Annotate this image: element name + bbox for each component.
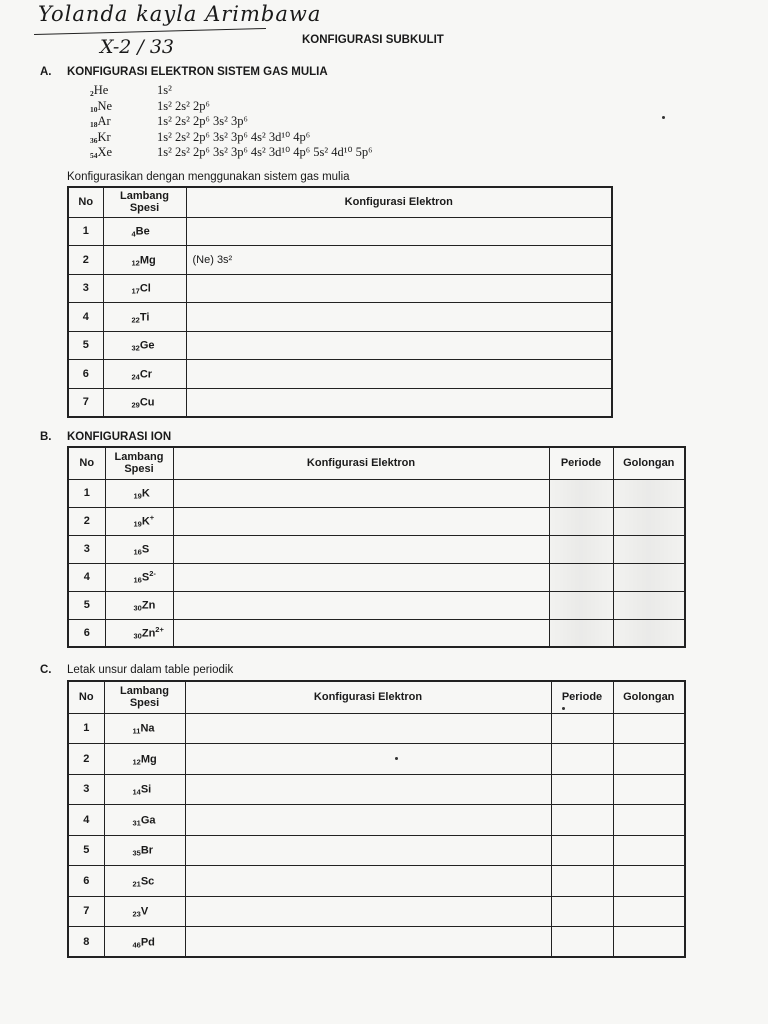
species-cell [105,619,173,647]
config-answer-cell[interactable] [185,896,551,927]
row-number: 1 [68,217,103,246]
atomic-number: 36 [90,135,98,145]
species-cell [104,774,185,805]
element-symbol: S [141,571,150,584]
element-symbol: Na [140,723,155,736]
config-answer-cell[interactable] [173,619,549,647]
config-answer-cell[interactable]: (Ne) 3s² [186,246,612,275]
element-symbol: V [140,906,149,919]
row-number: 2 [68,507,105,535]
period-answer-cell[interactable] [549,535,613,563]
group-answer-cell[interactable] [613,774,685,805]
period-answer-cell[interactable] [549,507,613,535]
row-number: 5 [68,331,103,360]
table-row [68,360,612,389]
scan-speck [562,707,565,710]
ion-charge: 2+ [155,624,164,634]
atomic-number: 11 [132,727,141,737]
element-symbol: Ga [140,814,156,827]
row-number: 5 [68,591,105,619]
section-a-heading [40,66,328,78]
gas-symbol [90,145,157,164]
row-number: 6 [68,866,104,897]
header-species: Lambang Spesi [103,187,186,217]
row-number: 6 [68,360,103,389]
table-row [68,507,685,535]
element-symbol: Cl [139,283,151,296]
config-answer-cell[interactable] [185,713,551,744]
config-answer-cell[interactable] [186,303,612,332]
table-row [68,619,685,647]
species-cell [105,479,173,507]
table-periodic-position [67,680,686,958]
table-row [68,866,685,897]
header-period: Periode [549,447,613,479]
section-title: KONFIGURASI ION [67,431,172,443]
species-cell [103,303,186,332]
species-cell [103,331,186,360]
config-answer-cell[interactable] [185,744,551,775]
species-cell [104,713,185,744]
species-cell [104,896,185,927]
noble-gas-row [90,99,373,115]
species-cell [104,866,185,897]
page-title: KONFIGURASI SUBKULIT [302,34,444,46]
period-answer-cell[interactable] [551,835,613,866]
noble-gas-row [90,114,373,130]
header-no: No [68,447,105,479]
header-config: Konfigurasi Elektron [186,187,612,217]
group-answer-cell[interactable] [613,591,685,619]
period-answer-cell[interactable] [549,591,613,619]
element-symbol: Ti [139,311,150,324]
config-answer-cell[interactable] [173,507,549,535]
noble-gas-row [90,83,373,99]
table-row [68,591,685,619]
atomic-number: 21 [132,879,141,889]
section-c-heading [40,664,233,676]
period-answer-cell[interactable] [551,896,613,927]
element-symbol: K [141,515,150,528]
period-answer-cell[interactable] [551,744,613,775]
element-symbol: Ar [97,114,111,128]
row-number: 4 [68,303,103,332]
species-cell [105,563,173,591]
gas-config: 1s² [157,83,172,97]
ion-charge: + [149,513,155,523]
element-symbol: K [141,487,150,500]
row-number: 4 [68,805,104,836]
config-answer-cell[interactable] [186,274,612,303]
species-cell [103,388,186,417]
name-underline [34,28,266,35]
config-answer-cell[interactable] [186,331,612,360]
species-cell [103,360,186,389]
element-symbol: Be [135,226,150,239]
row-number: 5 [68,835,104,866]
header-group: Golongan [613,447,685,479]
header-config: Konfigurasi Elektron [173,447,549,479]
table-row [68,927,685,958]
atomic-number: 30 [133,631,142,641]
period-answer-cell[interactable] [549,479,613,507]
header-no: No [68,187,103,217]
header-group: Golongan [613,681,685,713]
element-symbol: Mg [139,254,156,267]
atomic-number: 14 [132,788,141,798]
table-row [68,535,685,563]
group-answer-cell[interactable] [613,563,685,591]
element-symbol: Zn [141,627,156,640]
species-cell [103,217,186,246]
atomic-number: 16 [133,575,142,585]
section-letter: C. [40,664,52,676]
species-cell [105,591,173,619]
section-letter: B. [40,431,52,443]
header-no: No [68,681,104,713]
section-b-heading [40,431,171,443]
table-row [68,303,612,332]
atomic-number: 29 [131,400,140,410]
noble-gas-list [90,83,373,161]
header-species: Lambang Spesi [105,447,173,479]
period-answer-cell[interactable] [551,713,613,744]
gas-config: 1s² 2s² 2p⁶ 3s² 3p⁶ 4s² 3d¹⁰ 4p⁶ [157,129,311,144]
table-row [68,835,685,866]
instruction-text: Konfigurasikan dengan menggunakan sistem gas mulia [67,171,350,183]
element-symbol: Mg [140,753,157,766]
row-number: 3 [68,774,104,805]
table-row [68,713,685,744]
table-row [68,479,685,507]
period-answer-cell[interactable] [551,866,613,897]
row-number: 6 [68,619,105,647]
element-symbol: Ge [139,340,155,353]
section-title: KONFIGURASI ELEKTRON SISTEM GAS MULIA [67,66,328,78]
gas-config: 1s² 2s² 2p⁶ 3s² 3p⁶ 4s² 3d¹⁰ 4p⁶ 5s² 4d¹⁰ 5p⁶ [157,145,373,159]
atomic-number: 2 [90,89,94,98]
config-answer-cell[interactable] [186,360,612,389]
config-answer-cell[interactable] [185,835,551,866]
row-number: 3 [68,535,105,563]
period-answer-cell[interactable] [551,927,613,958]
section-title: Letak unsur dalam table periodik [67,664,234,676]
row-number: 4 [68,563,105,591]
gas-config: 1s² 2s² 2p⁶ 3s² 3p⁶ [157,114,248,128]
period-answer-cell[interactable] [551,774,613,805]
ion-charge: 2- [149,569,156,579]
element-symbol: Xe [97,145,113,159]
atomic-number: 35 [132,849,141,859]
species-cell [105,507,173,535]
atomic-number: 24 [131,372,140,382]
atomic-number: 10 [90,104,98,114]
species-cell [104,744,185,775]
atomic-number: 12 [131,258,140,268]
table-row [68,217,612,246]
row-number: 1 [68,479,105,507]
atomic-number: 22 [131,315,140,325]
species-cell [104,927,185,958]
atomic-number: 46 [132,940,141,950]
group-answer-cell[interactable] [613,896,685,927]
table-row [68,774,685,805]
period-answer-cell[interactable] [549,563,613,591]
config-answer-cell[interactable] [186,217,612,246]
atomic-number: 16 [133,547,142,557]
table-ion-config [67,446,686,648]
group-answer-cell[interactable] [613,535,685,563]
config-answer-cell[interactable] [173,591,549,619]
element-symbol: Kr [97,129,111,144]
atomic-number: 19 [133,491,142,501]
atomic-number: 17 [131,287,140,297]
species-cell [103,246,186,275]
scan-speck [395,757,398,760]
group-answer-cell[interactable] [613,713,685,744]
row-number: 7 [68,896,104,927]
table-row [68,388,612,417]
config-answer-cell[interactable] [185,927,551,958]
element-symbol: Si [140,784,152,797]
element-symbol: Br [140,845,154,858]
group-answer-cell[interactable] [613,479,685,507]
period-answer-cell[interactable] [549,619,613,647]
group-answer-cell[interactable] [613,619,685,647]
table-row [68,805,685,836]
config-answer-cell[interactable] [185,805,551,836]
species-cell [104,835,185,866]
table-noble-gas-config [67,186,613,418]
scan-speck [662,116,665,119]
header-config: Konfigurasi Elektron [185,681,551,713]
noble-gas-row [90,145,373,161]
group-answer-cell[interactable] [613,507,685,535]
group-answer-cell[interactable] [613,835,685,866]
row-number: 3 [68,274,103,303]
config-answer-cell[interactable] [186,388,612,417]
atomic-number: 18 [90,120,98,129]
header-species: Lambang Spesi [104,681,185,713]
group-answer-cell[interactable] [613,927,685,958]
element-symbol: Ne [97,98,113,113]
row-number: 8 [68,927,104,958]
row-number: 2 [68,744,104,775]
config-answer-cell[interactable] [185,774,551,805]
gas-config: 1s² 2s² 2p⁶ [157,98,210,113]
config-answer-cell[interactable] [173,535,549,563]
period-answer-cell[interactable] [551,805,613,836]
atomic-number: 32 [131,344,140,354]
element-symbol: S [141,543,150,556]
element-symbol: Zn [141,599,156,612]
atomic-number: 4 [131,230,136,240]
noble-gas-row [90,130,373,146]
table-row [68,563,685,591]
species-cell [105,535,173,563]
table-row [68,896,685,927]
table-row [68,331,612,360]
element-symbol: Cr [139,368,153,381]
student-class: X-2 / 33 [100,36,175,58]
config-answer-cell[interactable] [173,563,549,591]
element-symbol: He [93,83,109,97]
section-letter: A. [40,66,52,78]
atomic-number: 54 [90,151,98,160]
table-row [68,246,612,275]
element-symbol: Sc [140,875,155,888]
config-answer-cell[interactable] [173,479,549,507]
element-symbol: Pd [140,936,155,949]
row-number: 1 [68,713,104,744]
student-name: Yolanda kayla Arimbawa [38,2,322,26]
group-answer-cell[interactable] [613,744,685,775]
atomic-number: 31 [132,818,141,828]
row-number: 7 [68,388,103,417]
species-cell [103,274,186,303]
table-row [68,274,612,303]
element-symbol: Cu [139,396,155,409]
atomic-number: 30 [133,603,142,613]
group-answer-cell[interactable] [613,805,685,836]
species-cell [104,805,185,836]
config-answer-cell[interactable] [185,866,551,897]
row-number: 2 [68,246,103,275]
group-answer-cell[interactable] [613,866,685,897]
atomic-number: 19 [133,519,142,529]
header-period: Periode [551,681,613,713]
atomic-number: 12 [132,757,141,767]
atomic-number: 23 [132,910,141,920]
table-row [68,744,685,775]
